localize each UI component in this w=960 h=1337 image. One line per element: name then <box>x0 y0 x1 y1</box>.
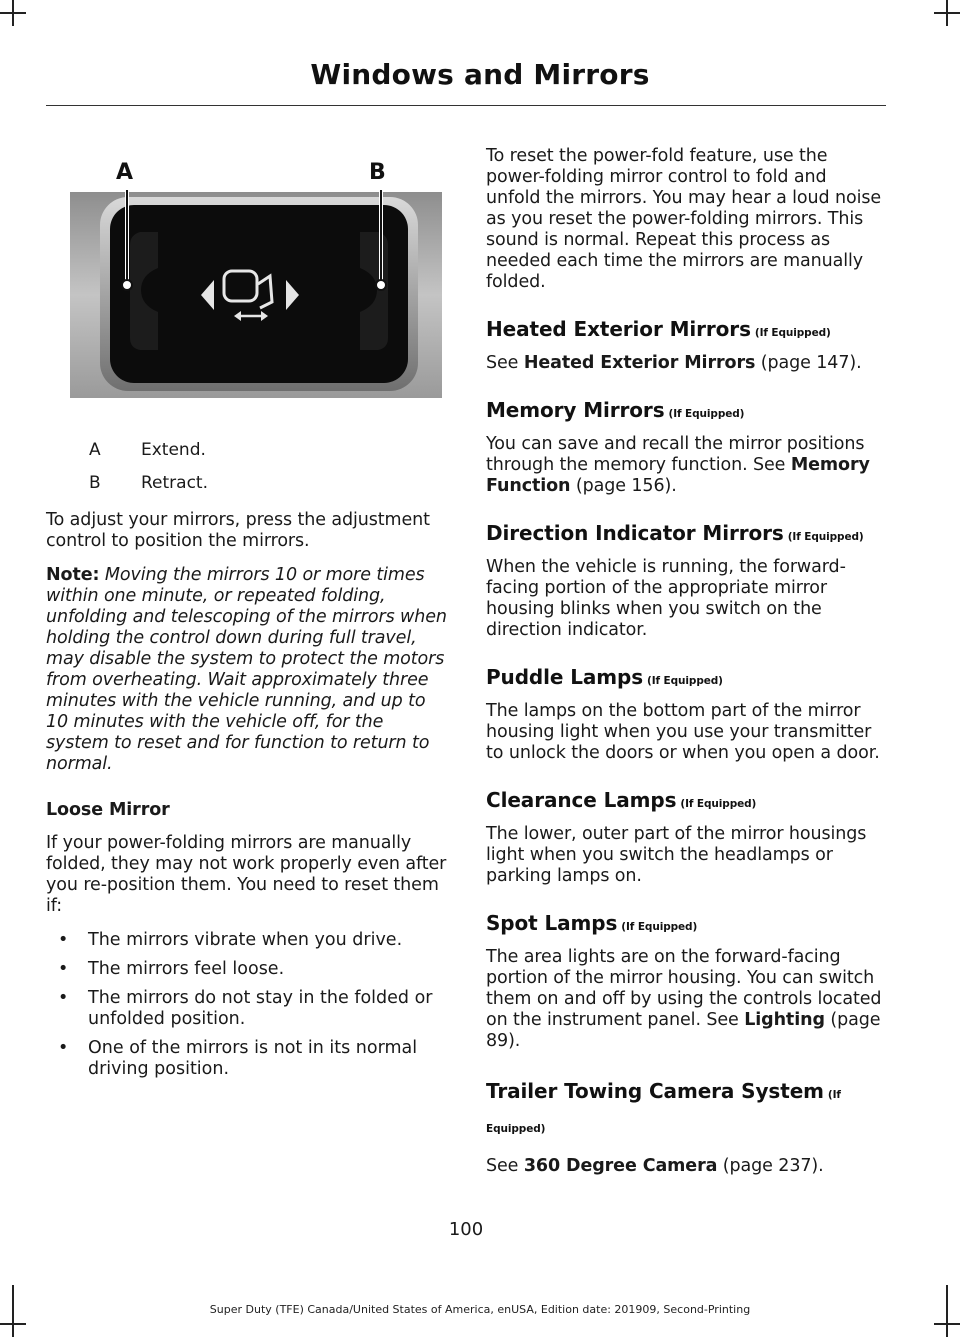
memory-function-link[interactable]: Memory Function <box>486 455 870 496</box>
clearance-lamps-heading: Clearance Lamps (If Equipped) <box>486 788 757 812</box>
loose-mirror-heading: Loose Mirror <box>46 800 170 820</box>
heated-mirrors-link[interactable]: Heated Exterior Mirrors <box>523 353 756 373</box>
direction-indicator-heading: Direction Indicator Mirrors (If Equipped) <box>486 521 864 545</box>
loose-mirror-paragraph: If your power-folding mirrors are manually folded, they may not work properly even after you re-position them. You need to reset them if: <box>46 833 447 916</box>
bullet-icon: • <box>58 959 69 979</box>
crop-mark <box>934 1323 960 1325</box>
header-divider <box>46 105 886 106</box>
heated-mirrors-text: See Heated Exterior Mirrors (page 147). <box>486 353 862 373</box>
page-number: 100 <box>448 1219 484 1240</box>
legend-key: A <box>89 440 101 460</box>
page-title: Windows and Mirrors <box>310 58 650 91</box>
clearance-lamps-text: The lower, outer part of the mirror housings light when you switch the headlamps or parking lamps on. <box>486 824 867 886</box>
mirror-control-illustration <box>46 150 442 400</box>
note-label: Note: <box>46 565 100 585</box>
reset-paragraph: To reset the power-fold feature, use the power-folding mirror control to fold and unfold the mirrors. You may hear a loud noise as you reset the power-folding mirrors. This sound is normal. Repeat this process as needed each time the mirrors are manually folded. <box>486 146 882 292</box>
puddle-lamps-text: The lamps on the bottom part of the mirror housing light when you use your transmitter to unlock the doors or when you open a door. <box>486 701 880 763</box>
mirror-control-figure <box>46 150 442 400</box>
crop-mark <box>0 12 26 14</box>
footer-text: Super Duty (TFE) Canada/United States of America, enUSA, Edition date: 201909, Second-Printing <box>209 1303 751 1316</box>
trailer-camera-heading: Trailer Towing Camera System (If Equipped) <box>486 1079 841 1135</box>
list-item: • The mirrors feel loose. <box>58 959 285 979</box>
figure-legend <box>46 440 448 493</box>
bullet-icon: • <box>58 930 69 950</box>
legend-value: Extend. <box>141 440 206 460</box>
heated-mirrors-heading: Heated Exterior Mirrors (If Equipped) <box>486 317 831 341</box>
left-column <box>46 150 448 1088</box>
adjust-paragraph: To adjust your mirrors, press the adjustment control to position the mirrors. <box>46 510 430 551</box>
memory-mirrors-heading: Memory Mirrors (If Equipped) <box>486 398 745 422</box>
trailer-camera-text: See 360 Degree Camera (page 237). <box>486 1156 824 1176</box>
legend-row <box>46 473 448 493</box>
spot-lamps-heading: Spot Lamps (If Equipped) <box>486 911 698 935</box>
camera-link[interactable]: 360 Degree Camera <box>523 1156 718 1176</box>
figure-label-a: A <box>116 160 134 185</box>
list-item: • One of the mirrors is not in its normal driving position. <box>58 1038 418 1079</box>
figure-label-b: B <box>369 160 386 185</box>
list-item: • The mirrors do not stay in the folded or unfolded position. <box>58 988 433 1029</box>
bullet-icon: • <box>58 1038 69 1058</box>
crop-mark <box>0 1323 26 1325</box>
crop-mark <box>934 12 960 14</box>
switch-panel <box>110 205 408 383</box>
note-paragraph <box>46 565 448 775</box>
legend-key: B <box>89 473 101 493</box>
note-text: Moving the mirrors 10 or more times within one minute, or repeated folding, unfolding and telescoping of the mirrors when holding the control down during full travel, may disable the system to protect the motors from overheating. Wait approximately three minutes with the vehicle running, and up to 10 minutes with the vehicle off, for the system to reset and for function to return to normal. <box>46 565 447 774</box>
reset-conditions-list <box>46 930 448 1080</box>
legend-row <box>46 440 448 460</box>
callout-dot-a <box>122 280 132 290</box>
list-item: • The mirrors vibrate when you drive. <box>58 930 403 950</box>
bullet-icon: • <box>58 988 69 1008</box>
legend-value: Retract. <box>141 473 208 493</box>
puddle-lamps-heading: Puddle Lamps (If Equipped) <box>486 665 723 689</box>
callout-dot-b <box>376 280 386 290</box>
direction-indicator-text: When the vehicle is running, the forward-facing portion of the appropriate mirror housing blinks when you switch on the direction indicator. <box>486 557 846 640</box>
right-column <box>486 146 886 1201</box>
memory-mirrors-text: You can save and recall the mirror positions through the memory function. See Memory Function (page 156). <box>486 434 870 496</box>
spot-lamps-text: The area lights are on the forward-facing portion of the mirror housing. You can switch them on and off by using the controls located on the instrument panel. See Lighting (page 89). <box>486 947 882 1051</box>
lighting-link[interactable]: Lighting <box>744 1010 825 1030</box>
